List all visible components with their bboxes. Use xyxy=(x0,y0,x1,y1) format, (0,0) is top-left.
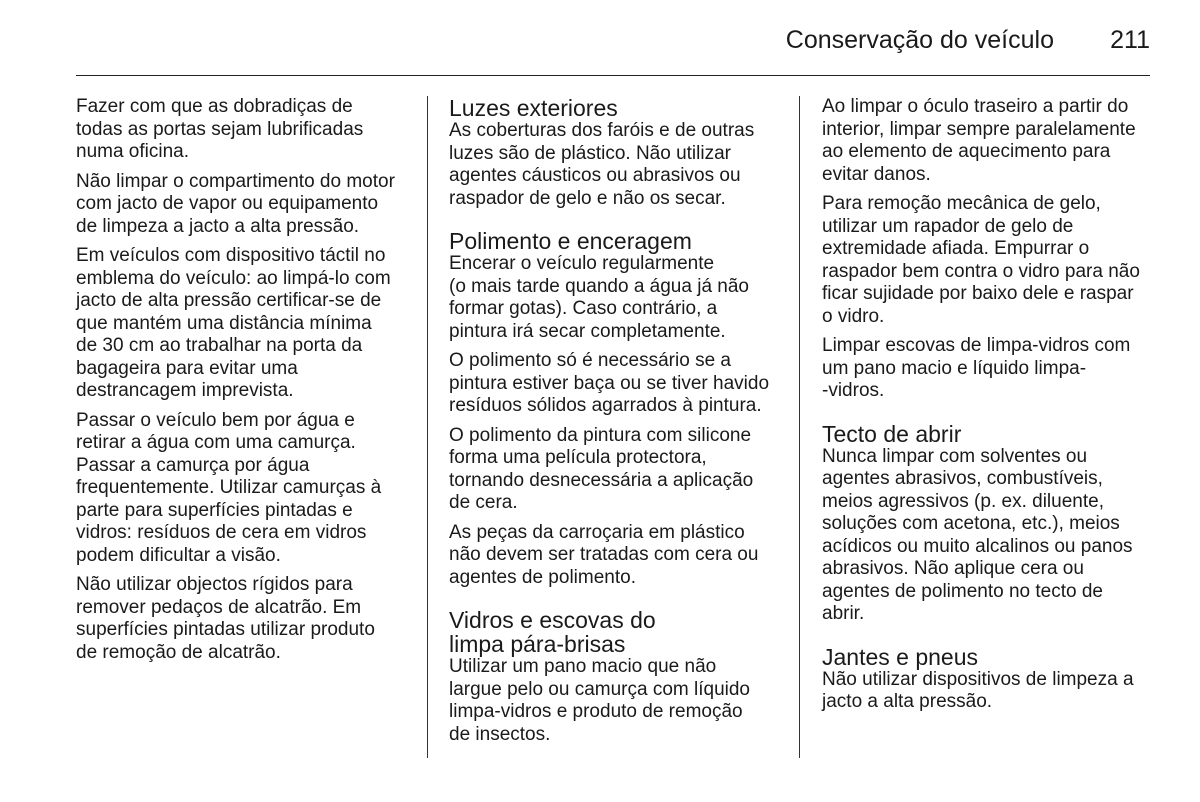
column-middle xyxy=(449,96,784,753)
paragraph-waxing: Encerar o veículo regularmente (o mais tarde quando a água já não formar gotas). Caso contrário, a pintura irá secar completamente. xyxy=(449,253,749,342)
column-right xyxy=(822,96,1152,721)
paragraph-silicone-polish: O polimento da pintura com silicone forma uma película protectora, tornando desnecessária a aplicação de cera. xyxy=(449,424,754,513)
paragraph-exterior-lights: As coberturas dos faróis e de outras luzes são de plástico. Não utilizar agentes cáusticos ou abrasivos ou raspador de gelo e não os secar. xyxy=(449,120,755,209)
paragraph-windows-cloth: Utilizar um pano macio que não largue pelo ou camurça com líquido limpa-vidros e produto de remoção de insectos. xyxy=(449,656,751,745)
paragraph-plastic-parts: As peças da carroçaria em plástico não devem ser tratadas com cera ou agentes de polimento. xyxy=(449,521,759,588)
paragraph-tar-removal: Não utilizar objectos rígidos para remover pedaços de alcatrão. Em superfícies pintadas utilizar produto de remoção de alcatrão. xyxy=(76,574,375,663)
page-header-title: Conservação do veículo xyxy=(785,26,1054,54)
paragraph-engine-compartment: Não limpar o compartimento do motor com jacto de vapor ou equipamento de limpeza a jacto a alta pressão. xyxy=(76,170,395,237)
column-divider xyxy=(427,96,428,758)
paragraph-hinges: Fazer com que as dobradiças de todas as portas sejam lubrificadas numa oficina. xyxy=(76,96,364,162)
paragraph-sunroof-cleaning: Nunca limpar com solventes ou agentes abrasivos, combustíveis, meios agressivos (p. ex. diluente, soluções com acetona, etc.), meios acídicos ou muito alcalinos ou panos abrasivos. Não aplique cera ou agentes de polimento no tecto de abrir. xyxy=(822,445,1133,624)
heading-sunroof: Tecto de abrir xyxy=(822,420,962,447)
heading-wheels-tyres: Jantes e pneus xyxy=(822,643,979,670)
paragraph-rear-window: Ao limpar o óculo traseiro a partir do interior, limpar sempre paralelamente ao elemento de aquecimento para evitar danos. xyxy=(822,96,1136,185)
heading-exterior-lights: Luzes exteriores xyxy=(449,95,618,121)
paragraph-touch-sensor: Em veículos com dispositivo táctil no emblema do veículo: ao limpá-lo com jacto de alta pressão certificar-se de que mantém uma distância mínima de 30 cm ao trabalhar na porta da bagageira para evitar uma destrancagem imprevista. xyxy=(76,245,391,401)
heading-polishing-waxing: Polimento e enceragem xyxy=(449,228,692,254)
paragraph-ice-removal: Para remoção mecânica de gelo, utilizar um rapador de gelo de extremidade afiada. Empurrar o raspador bem contra o vidro para não ficar sujidade por baixo dele e raspar o vidro. xyxy=(822,193,1140,327)
header-rule xyxy=(76,75,1150,76)
page-number: 211 xyxy=(1110,26,1150,54)
paragraph-wiper-blades: Limpar escovas de limpa-vidros com um pano macio e líquido limpa- -vidros. xyxy=(822,335,1131,401)
paragraph-rinse-vehicle: Passar o veículo bem por água e retirar a água com uma camurça. Passar a camurça por água frequentemente. Utilizar camurças à parte para superfícies pintadas e vidros: resíduos de cera em vidros podem dificultar a visão. xyxy=(76,409,382,566)
heading-windows-wipers: Vidros e escovas do limpa pára-brisas xyxy=(449,607,656,657)
paragraph-polishing-needed: O polimento só é necessário se a pintura estiver baça ou se tiver havido resíduos sólidos agarrados à pintura. xyxy=(449,350,770,416)
column-divider xyxy=(799,96,800,758)
column-left xyxy=(76,96,406,671)
paragraph-wheels-cleaning: Não utilizar dispositivos de limpeza a jacto a alta pressão. xyxy=(822,668,1134,712)
